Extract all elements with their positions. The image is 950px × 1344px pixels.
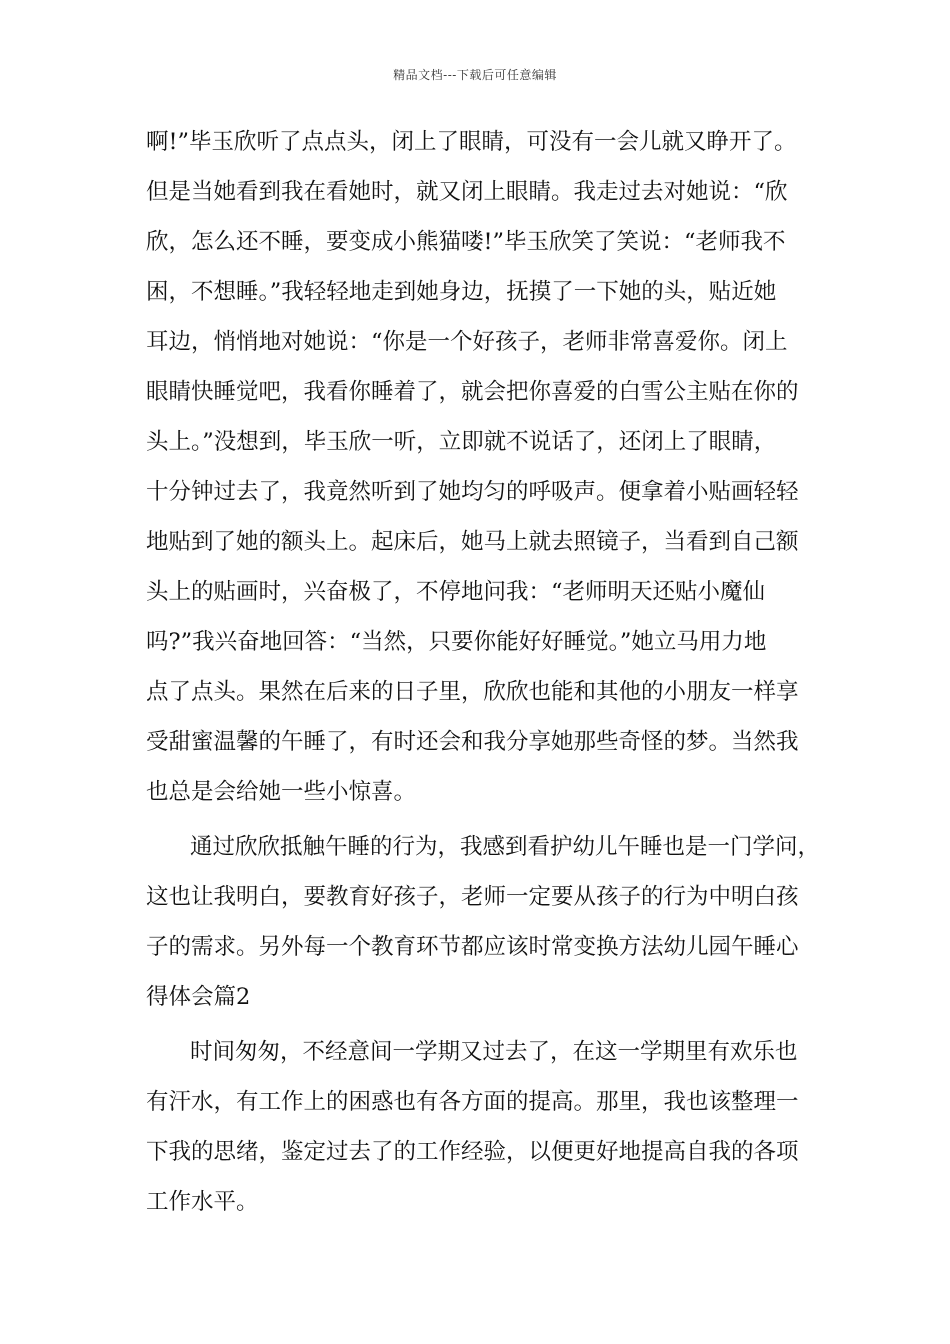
text-line: 通过欣欣抵触午睡的行为，我感到看护幼儿午睡也是一门学问， bbox=[190, 834, 821, 860]
text-line: 这也让我明白，要教育好孩子，老师一定要从孩子的行为中明白孩 bbox=[146, 884, 799, 910]
text-line: 头上的贴画时，兴奋极了，不停地问我：“老师明天还贴小魔仙 bbox=[146, 579, 766, 605]
page-header: 精品文档---下载后可任意编辑 bbox=[393, 68, 557, 82]
text-line: 头上。”没想到，毕玉欣一听，立即就不说话了，还闭上了眼睛， bbox=[146, 429, 777, 455]
text-line: 工作水平。 bbox=[146, 1189, 259, 1215]
text-line: 吗?”我兴奋地回答：“当然，只要你能好好睡觉。”她立马用力地 bbox=[146, 629, 767, 655]
text-line: 十分钟过去了，我竟然听到了她均匀的呼吸声。便拿着小贴画轻轻 bbox=[146, 479, 799, 505]
text-line: 受甜蜜温馨的午睡了，有时还会和我分享她那些奇怪的梦。当然我 bbox=[146, 729, 799, 755]
text-line: 点了点头。果然在后来的日子里，欣欣也能和其他的小朋友一样享 bbox=[146, 679, 799, 705]
text-line: 地贴到了她的额头上。起床后，她马上就去照镜子，当看到自己额 bbox=[146, 529, 799, 555]
text-line: 有汗水，有工作上的困惑也有各方面的提高。那里，我也该整理一 bbox=[146, 1089, 799, 1115]
text-line: 得体会篇2 bbox=[146, 984, 251, 1010]
text-line: 困，不想睡。”我轻轻地走到她身边，抚摸了一下她的头，贴近她 bbox=[146, 279, 777, 305]
text-line: 欣，怎么还不睡，要变成小熊猫喽!”毕玉欣笑了笑说：“老师我不 bbox=[146, 229, 786, 255]
text-line: 下我的思绪，鉴定过去了的工作经验，以便更好地提高自我的各项 bbox=[146, 1139, 799, 1165]
text-line: 也总是会给她一些小惊喜。 bbox=[146, 779, 417, 805]
text-line: 眼睛快睡觉吧，我看你睡着了，就会把你喜爱的白雪公主贴在你的 bbox=[146, 379, 799, 405]
text-line: 啊!”毕玉欣听了点点头，闭上了眼睛，可没有一会儿就又睁开了。 bbox=[146, 129, 797, 155]
text-line: 耳边，悄悄地对她说：“你是一个好孩子，老师非常喜爱你。闭上 bbox=[146, 329, 788, 355]
text-line: 子的需求。另外每一个教育环节都应该时常变换方法幼儿园午睡心 bbox=[146, 934, 799, 960]
text-line: 但是当她看到我在看她时，就又闭上眼睛。我走过去对她说：“欣 bbox=[146, 179, 788, 205]
text-line: 时间匆匆，不经意间一学期又过去了，在这一学期里有欢乐也 bbox=[190, 1039, 798, 1065]
